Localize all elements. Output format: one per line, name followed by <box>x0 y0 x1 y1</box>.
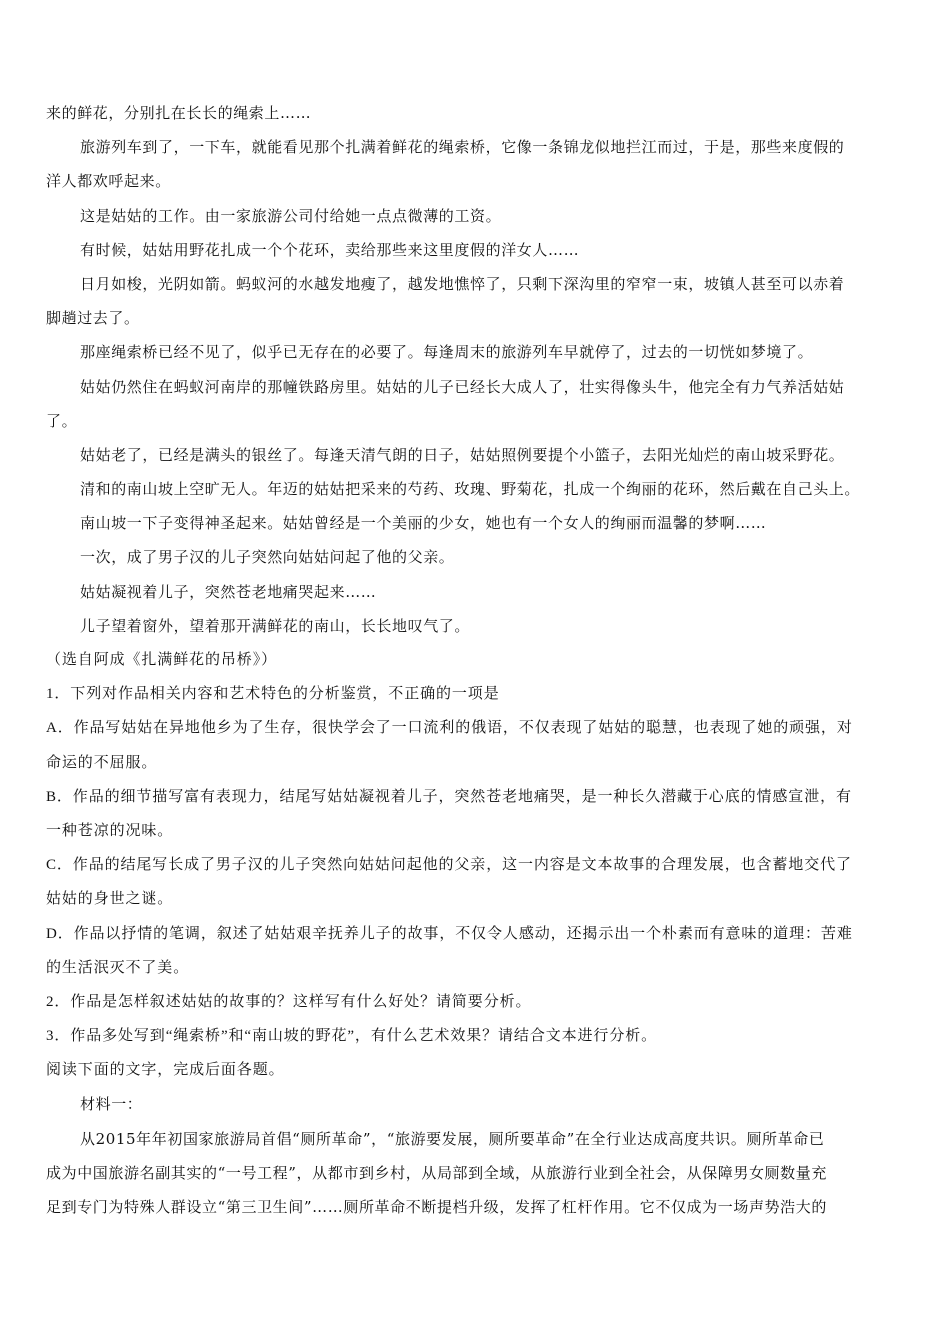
document-page <box>46 96 904 1224</box>
question-2: 2．作品是怎样叙述姑姑的故事的？这样写有什么好处？请简要分析。 <box>46 993 532 1010</box>
material-line: 足到专门为特殊人群设立“第三卫生间”……厕所革命不断提档升级，发挥了杠杆作用。它不仅成为一场声势浩大的 <box>46 1198 827 1216</box>
story-line: 洋人都欢呼起来。 <box>46 172 171 191</box>
story-line: 日月如梭，光阴如箭。蚂蚁河的水越发地瘦了，越发地憔悴了，只剩下深沟里的窄窄一束，坡镇人甚至可以赤着 <box>80 274 845 293</box>
option-c: C．作品的结尾写长成了男子汉的儿子突然向姑姑问起他的父亲，这一内容是文本故事的合理发展，也含蓄地交代了 <box>46 857 852 874</box>
story-line: 姑姑老了，已经是满头的银丝了。每逢天清气朗的日子，姑姑照例要提个小篮子，去阳光灿烂的南山坡采野花。 <box>80 445 845 464</box>
source-citation: （选自阿成《扎满鲜花的吊桥》） <box>46 652 278 668</box>
question-1: 1．下列对作品相关内容和艺术特色的分析鉴赏，不正确的一项是 <box>46 686 500 703</box>
option-d: D．作品以抒情的笔调，叙述了姑姑艰辛抚养儿子的故事，不仅令人感动，还揭示出一个朴素而有意味的道理：苦难 <box>46 925 853 942</box>
next-reading-section <box>46 1053 904 1224</box>
material-label: 材料一： <box>80 1095 143 1114</box>
option-a: A．作品写姑姑在异地他乡为了生存，很快学会了一口流利的俄语，不仅表现了姑姑的聪慧，也表现了她的顽强，对 <box>46 720 853 737</box>
story-line: 这是姑姑的工作。由一家旅游公司付给她一点点微薄的工资。 <box>80 206 502 225</box>
option-c-continued: 姑姑的身世之谜。 <box>46 891 174 908</box>
option-b: B．作品的细节描写富有表现力，结尾写姑姑凝视着儿子，突然苍老地痛哭，是一种长久潜藏于心底的情感宣泄，有 <box>46 788 852 805</box>
option-b-continued: 一种苍凉的况味。 <box>46 822 174 839</box>
story-line: 南山坡一下子变得神圣起来。姑姑曾经是一个美丽的少女，她也有一个女人的绚丽而温馨的梦啊…… <box>80 514 767 533</box>
reading-instruction: 阅读下面的文字，完成后面各题。 <box>46 1062 285 1079</box>
story-line: 清和的南山坡上空旷无人。年迈的姑姑把采来的芍药、玫瑰、野菊花，扎成一个绚丽的花环，然后戴在自己头上。 <box>80 480 861 499</box>
story-line: 了。 <box>46 411 78 430</box>
story-line: 来的鲜花，分别扎在长长的绳索上…… <box>46 104 312 122</box>
story-line: 姑姑凝视着儿子，突然苍老地痛哭起来…… <box>80 582 377 601</box>
story-line: 旅游列车到了，一下车，就能看见那个扎满着鲜花的绳索桥，它像一条锦龙似地拦江而过，于是，那些来度假的 <box>80 138 845 157</box>
material-line: 成为中国旅游名副其实的“一号工程”，从都市到乡村，从局部到全域，从旅游行业到全社会，从保障男女厕数量充 <box>46 1163 827 1182</box>
story-line: 那座绳索桥已经不见了，似乎已无存在的必要了。每逢周末的旅游列车早就停了，过去的一切恍如梦境了。 <box>80 343 814 362</box>
story-line: 一次，成了男子汉的儿子突然向姑姑问起了他的父亲。 <box>80 548 455 567</box>
question-list <box>46 677 904 1053</box>
story-line: 姑姑仍然住在蚂蚁河南岸的那幢铁路房里。姑姑的儿子已经长大成人了，壮实得像头牛，他完全有力气养活姑姑 <box>80 377 845 396</box>
story-line: 脚趟过去了。 <box>46 309 140 328</box>
question-3: 3．作品多处写到“绳索桥”和“南山坡的野花”，有什么艺术效果？请结合文本进行分析。 <box>46 1028 658 1045</box>
story-excerpt <box>46 96 904 677</box>
story-line: 儿子望着窗外，望着那开满鲜花的南山，长长地叹气了。 <box>80 616 471 635</box>
option-d-continued: 的生活泯灭不了美。 <box>46 959 190 976</box>
story-line: 有时候，姑姑用野花扎成一个个花环，卖给那些来这里度假的洋女人…… <box>80 240 580 259</box>
option-a-continued: 命运的不屈服。 <box>46 754 158 771</box>
material-line: 从2015年年初国家旅游局首倡“厕所革命”，“旅游要发展，厕所要革命”在全行业达成高度共识。厕所革命已 <box>80 1129 825 1148</box>
